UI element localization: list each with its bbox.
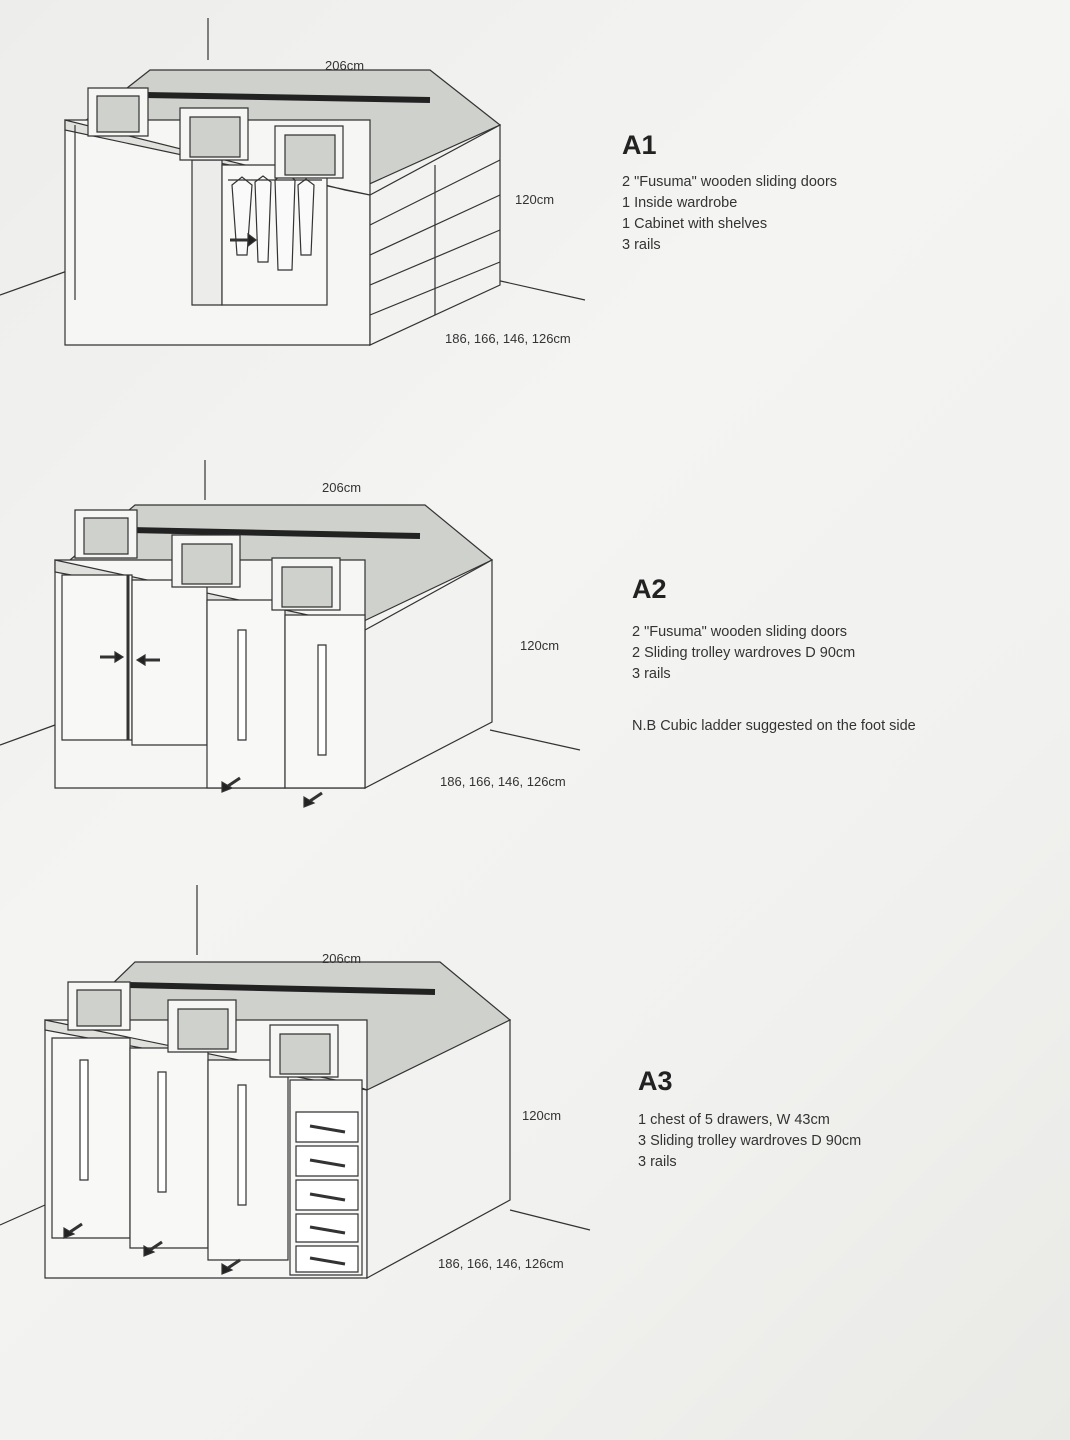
feature-list xyxy=(638,1110,861,1173)
feature-item: 3 rails xyxy=(638,1154,677,1170)
bed-drawing-a1 xyxy=(0,0,620,440)
section-a3 xyxy=(0,880,1070,1320)
feature-item: 1 Cabinet with shelves xyxy=(622,216,768,232)
feature-item: 1 Inside wardrobe xyxy=(622,195,738,211)
feature-item: 2 Sliding trolley wardroves D 90cm xyxy=(632,645,856,661)
section-a1 xyxy=(0,0,1070,440)
feature-list xyxy=(632,622,855,685)
length-dimension: 206cm xyxy=(325,58,365,73)
feature-item: 2 "Fusuma" wooden sliding doors xyxy=(622,174,838,190)
feature-item: 3 Sliding trolley wardroves D 90cm xyxy=(638,1133,862,1149)
width-dimension: 186, 166, 146, 126cm xyxy=(438,1256,564,1271)
height-dimension: 120cm xyxy=(522,1108,562,1123)
feature-item: 3 rails xyxy=(632,666,671,682)
feature-item: 3 rails xyxy=(622,237,661,253)
length-dimension: 206cm xyxy=(322,480,362,495)
feature-item: 1 chest of 5 drawers, W 43cm xyxy=(638,1112,830,1128)
feature-list xyxy=(622,172,837,256)
feature-item: 2 "Fusuma" wooden sliding doors xyxy=(632,624,848,640)
bed-drawing-a3 xyxy=(0,880,620,1320)
model-code: A1 xyxy=(622,130,657,160)
ladder-note: N.B Cubic ladder suggested on the foot side xyxy=(632,718,916,734)
length-dimension: 206cm xyxy=(322,951,362,966)
height-dimension: 120cm xyxy=(515,192,555,207)
model-code: A3 xyxy=(638,1066,673,1096)
width-dimension: 186, 166, 146, 126cm xyxy=(440,774,566,789)
height-dimension: 120cm xyxy=(520,638,560,653)
section-a2 xyxy=(0,460,1070,820)
model-code: A2 xyxy=(632,574,667,604)
width-dimension: 186, 166, 146, 126cm xyxy=(445,331,571,346)
